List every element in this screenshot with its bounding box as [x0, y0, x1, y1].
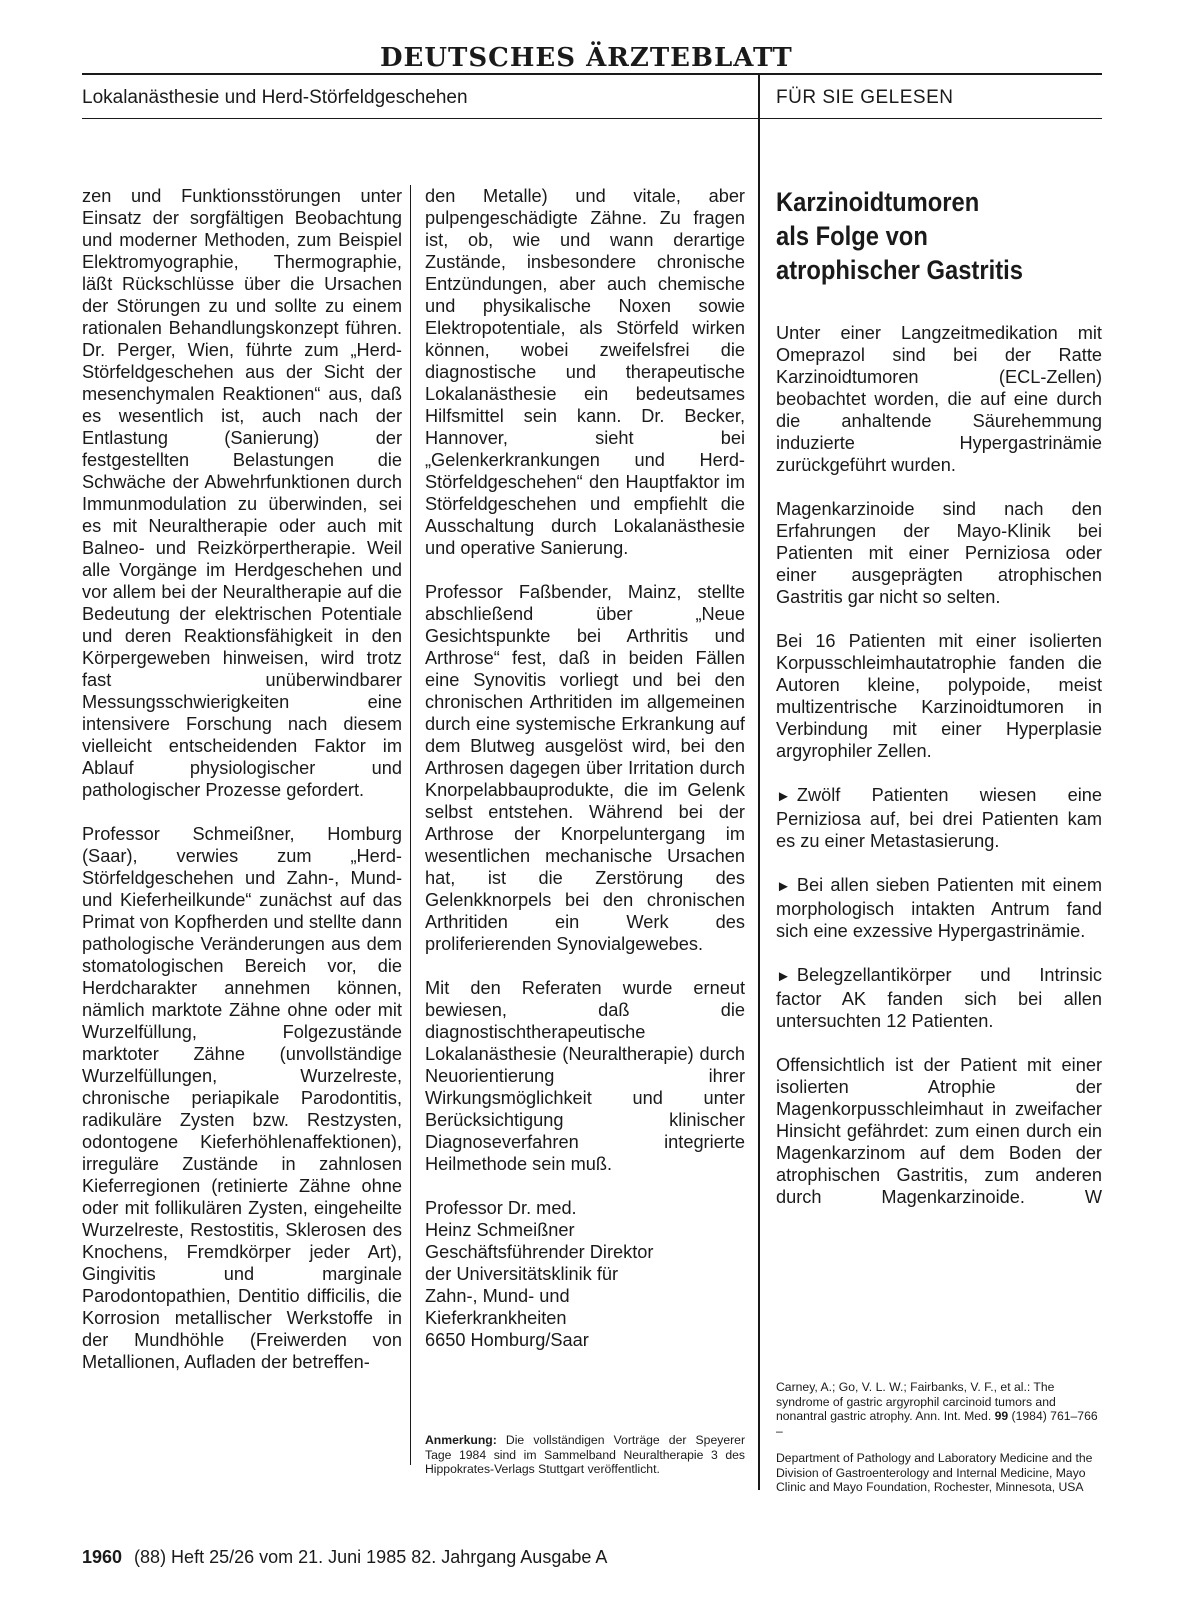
bullet-item — [776, 874, 1102, 942]
article-column-3 — [776, 322, 1102, 1230]
signature-line: Professor Dr. med. — [425, 1198, 577, 1218]
bullet-text: Belegzellantikörper und Intrinsic factor AK fanden sich bei allen untersuchten 12 Patienten. — [776, 965, 1102, 1031]
triangle-bullet-icon: ► — [776, 878, 791, 895]
footnote — [425, 1433, 745, 1477]
reference-pages: (1984) 761–766 – — [776, 1409, 1098, 1438]
page-footer — [82, 1547, 607, 1568]
paragraph: Professor Schmeißner, Homburg (Saar), verwies zum „Herd-Störfeldgeschehen und Zahn-, Mund- und Kieferheilkunde“ zunächst auf das Primat von Kopfherden und stellte dann pathologische Veränderungen aus dem stomatologischen Bereich vor, die Herdcharakter annehmen können, nämlich marktote Zähne ohne oder mit Wurzelfüllung, Folgezustände marktoter Zähne (unvollständige Wurzelfüllungen, Wurzelreste, chronische periapikale Parodontitis, radikuläre Zysten bzw. Restzysten, odontogene Kieferhöhlenaffektionen), irreguläre Zustände in zahnlosen Kieferregionen (retinierte Zähne ohne oder mit follikulären Zysten, eingeheilte Wurzelreste, Restostitis, Sklerosen des Knochens, Fremdkörper jeder Art), Gingivitis und marginale Parodontopathien, Dentitio difficilis, die Korrosion metallischer Werkstoffe in der Mundhöhle (Freiwerden von Metallionen, Aufladen der betreffen- — [82, 824, 402, 1372]
reference-text: Carney, A.; Go, V. L. W.; Fairbanks, V. F., et al.: The syndrome of gastric argyrophil carcinoid tumors and nonantral gastric atrophy. Ann. Int. Med. — [776, 1380, 1056, 1423]
headline-line: als Folge von — [776, 221, 928, 251]
page-number: 1960 — [82, 1547, 123, 1567]
section-title-right: FÜR SIE GELESEN — [776, 87, 954, 108]
note-label: Anmerkung: — [425, 1433, 497, 1447]
paragraph: Magenkarzinoide sind nach den Erfahrungen der Mayo-Klinik bei Patienten mit einer Perniziosa oder einer ausgeprägten atrophischen Gastritis gar nicht so selten. — [776, 499, 1102, 607]
triangle-bullet-icon: ► — [776, 788, 791, 805]
bullet-item — [776, 784, 1102, 852]
header-divider — [758, 74, 760, 118]
signature-line: der Universitätsklinik für — [425, 1264, 619, 1284]
author-initial: W — [1084, 1187, 1102, 1207]
column-divider-right — [758, 118, 760, 1490]
author-signature — [425, 1197, 745, 1351]
signature-line: 6650 Homburg/Saar — [425, 1330, 589, 1350]
paragraph: zen und Funktionsstörungen unter Einsatz der sorgfältigen Beobachtung und moderner Methoden, zum Beispiel Elektromyographie, Thermographie, läßt Rückschlüsse über die Ursachen der Störungen zu und sollte zu einem rationalen Behandlungskonzept führen. Dr. Perger, Wien, führte zum „Herd-Störfeldgeschehen aus der Sicht der mesenchymalen Reaktionen“ aus, daß es wesentlich ist, auch nach der Entlastung (Sanierung) der festgestellten Belastungen die Schwäche der Abwehrfunktionen durch Immunmodulation zu überwinden, sei es mit Neuraltherapie oder auch mit Balneo- und Reizkörpertherapie. Weil alle Vorgänge im Herdgeschehen und vor allem bei der Neuraltherapie auf die Bedeutung der elektrischen Potentiale und deren Reaktionsfähigkeit in den Körpergeweben hinweisen, wird trotz fast unüberwindbarer Messungsschwierigkeiten eine intensivere Forschung nach diesem vielleicht entscheidenden Faktor im Ablauf physiologischer und pathologischer Prozesse gefordert. — [82, 186, 402, 800]
signature-line: Kieferkrankheiten — [425, 1308, 567, 1328]
section-title-left: Lokalanästhesie und Herd-Störfeldgeschehen — [82, 87, 468, 108]
column-divider-left — [410, 185, 411, 1465]
paragraph: den Metalle) und vitale, aber pulpengeschädigte Zähne. Zu fragen ist, ob, wie und wann derartige Zustände, insbesondere chronische Entzündungen, aber auch chemische und physikalische Noxen sowie Elektropotentiale, als Störfeld wirken können, wobei zweifelsfrei die diagnostische und therapeutische Lokalanästhesie ein bedeutsames Hilfsmittel sein kann. Dr. Becker, Hannover, sieht bei „Gelenkerkrankungen und Herd-Störfeldgeschehen“ den Hauptfaktor im Störfeldgeschehen und empfiehlt die Ausschaltung durch Lokalanästhesie und operative Sanierung. — [425, 186, 745, 558]
bullet-text: Zwölf Patienten wiesen eine Perniziosa auf, bei drei Patienten kam es zu einer Metastasierung. — [776, 785, 1102, 851]
paragraph: Unter einer Langzeitmedikation mit Omeprazol sind bei der Ratte Karzinoidtumoren (ECL-Zellen) beobachtet worden, die auf eine durch die anhaltende Säurehemmung induzierte Hypergastrinämie zurückgeführt wurden. — [776, 323, 1102, 475]
header-rule — [82, 73, 1102, 75]
signature-line: Zahn-, Mund- und — [425, 1286, 570, 1306]
affiliation: Department of Pathology and Laboratory Medicine and the Division of Gastroenterology and Internal Medicine, Mayo Clinic and Mayo Foundation, Rochester, Minnesota, USA — [776, 1451, 1093, 1494]
signature-line: Heinz Schmeißner — [425, 1220, 575, 1240]
paragraph: Mit den Referaten wurde erneut bewiesen, daß die diagnostischtherapeutische Lokalanästhesie (Neuraltherapie) durch Neuorientierung ihrer Wirkungsmöglichkeit und unter Berücksichtigung klinischer Diagnoseverfahren integrierte Heilmethode sein muß. — [425, 978, 745, 1174]
paragraph-text: Offensichtlich ist der Patient mit einer isolierten Atrophie der Magenkorpusschleimhaut in zweifacher Hinsicht gefährdet: zum einen durch ein Magenkarzinom auf dem Boden der atrophischen Gastritis, zum anderen durch Magenkarzinoide. — [776, 1055, 1102, 1207]
triangle-bullet-icon: ► — [776, 968, 791, 985]
paragraph: Professor Faßbender, Mainz, stellte abschließend über „Neue Gesichtspunkte bei Arthritis und Arthrose“ fest, daß in beiden Fällen eine Synovitis vorliegt und bei den chronischen Arthritiden im allgemeinen durch eine systemische Erkrankung auf dem Blutweg ausgelöst wird, bei den Arthrosen dagegen über Irritation durch Knorpelabbauprodukte, die im Gelenk selbst entstehen. Während bei der Arthrose der Knorpeluntergang im wesentlichen mechanische Ursachen hat, ist die Zerstörung des Gelenkknorpels bei den chronischen Arthritiden ein Werk des proliferierenden Synovialgewebes. — [425, 582, 745, 954]
journal-title: DEUTSCHES ÄRZTEBLATT — [380, 43, 793, 73]
bullet-item — [776, 964, 1102, 1032]
reference-volume: 99 — [994, 1409, 1009, 1423]
paragraph — [776, 1054, 1102, 1208]
headline-line: atrophischer Gastritis — [776, 255, 1023, 285]
bullet-text: Bei allen sieben Patienten mit einem morphologisch intakten Antrum fand sich eine exzessive Hypergastrinämie. — [776, 875, 1102, 941]
article-column-1 — [82, 185, 402, 1395]
issue-info: (88) Heft 25/26 vom 21. Juni 1985 82. Jahrgang Ausgabe A — [134, 1547, 608, 1567]
article-headline — [776, 185, 1066, 287]
reference — [776, 1380, 1102, 1438]
signature-line: Geschäftsführender Direktor — [425, 1242, 654, 1262]
paragraph: Bei 16 Patienten mit einer isolierten Korpusschleimhautatrophie fanden die Autoren kleine, polypoide, meist multizentrische Karzinoidtumoren in Verbindung mit einer Hyperplasie argyrophiler Zellen. — [776, 631, 1102, 761]
headline-line: Karzinoidtumoren — [776, 187, 980, 217]
note-text: Die vollständigen Vorträge der Speyerer Tage 1984 sind im Sammelband Neuraltherapie 3 des Hippokrates-Verlags Stuttgart veröffentlicht. — [425, 1433, 745, 1476]
section-rule — [82, 118, 1102, 119]
article-column-2 — [425, 185, 745, 1351]
